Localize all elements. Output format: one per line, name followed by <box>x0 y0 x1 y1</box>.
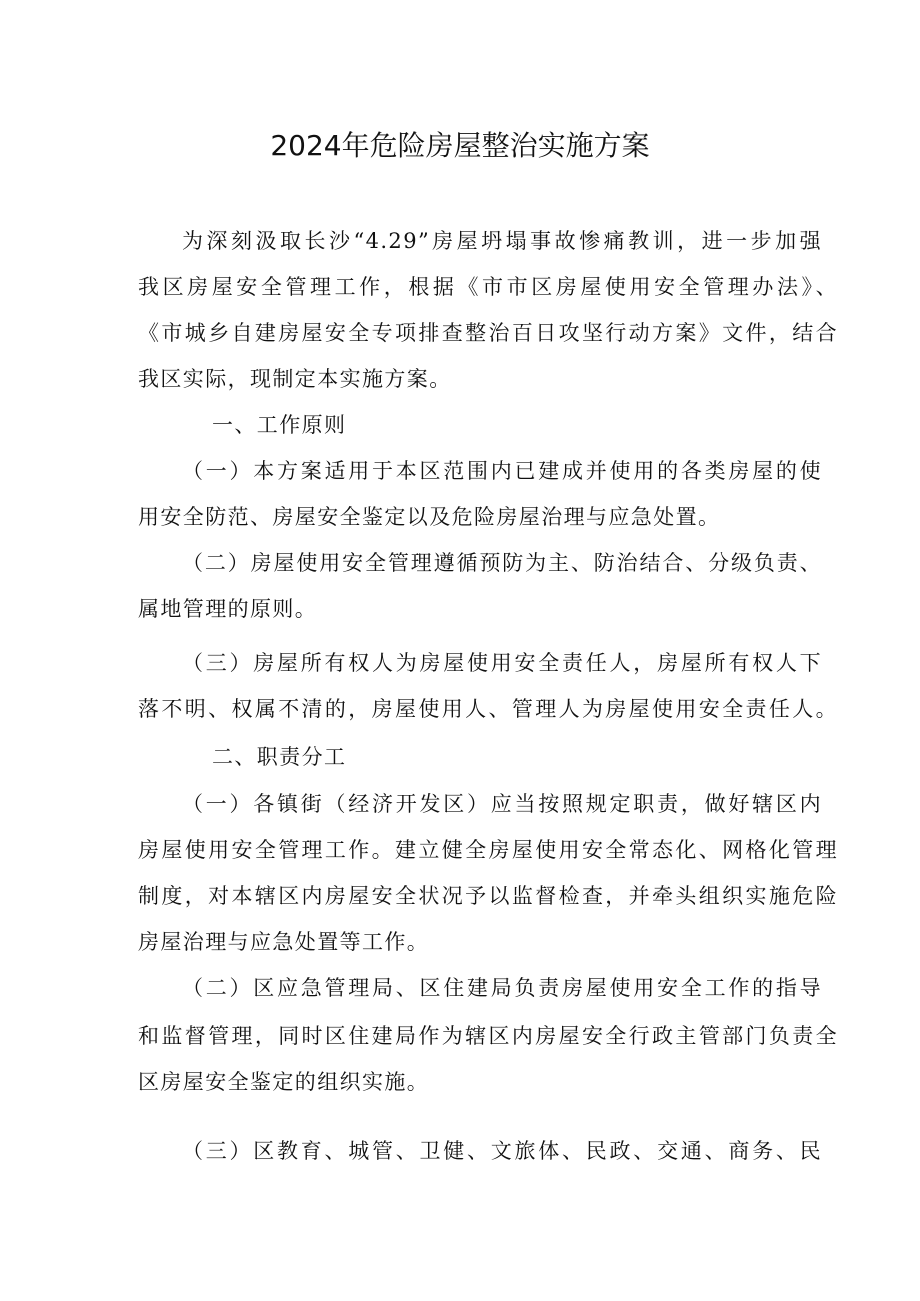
section-heading: 二、职责分工 <box>212 745 347 769</box>
paragraph-line: 房屋使用安全管理工作。建立健全房屋使用安全常态化、网格化管理 <box>138 838 838 862</box>
paragraph-line: 制度，对本辖区内房屋安全状况予以监督检查，并牵头组织实施危险 <box>138 884 838 908</box>
paragraph-line: （三）房屋所有权人为房屋使用安全责任人，房屋所有权人下 <box>182 651 822 675</box>
paragraph-line: 区房屋安全鉴定的组织实施。 <box>138 1070 430 1094</box>
paragraph-line: （二）房屋使用安全管理遵循预防为主、防治结合、分级负责、 <box>182 551 822 575</box>
paragraph-line: 属地管理的原则。 <box>138 597 318 621</box>
section-heading: 一、工作原则 <box>212 413 347 437</box>
paragraph-line: （一）本方案适用于本区范围内已建成并使用的各类房屋的使 <box>182 459 822 483</box>
paragraph-line: 为深刻汲取长沙“4.29”房屋坍塌事故惨痛教训，进一步加强 <box>182 229 822 253</box>
paragraph-line: 和监督管理，同时区住建局作为辖区内房屋安全行政主管部门负责全 <box>138 1024 838 1048</box>
document-title: 2024年危险房屋整治实施方案 <box>270 129 650 162</box>
paragraph-line: 我区实际，现制定本实施方案。 <box>138 367 452 391</box>
paragraph-line: （三）区教育、城管、卫健、文旅体、民政、交通、商务、民 <box>182 1139 822 1163</box>
paragraph-line: 我区房屋安全管理工作，根据《市市区房屋使用安全管理办法》、 <box>138 275 838 299</box>
paragraph-line: （二）区应急管理局、区住建局负责房屋使用安全工作的指导 <box>182 976 822 1000</box>
paragraph-line: 《市城乡自建房屋安全专项排查整治百日攻坚行动方案》文件，结合 <box>138 321 838 345</box>
paragraph-line: （一）各镇街（经济开发区）应当按照规定职责，做好辖区内 <box>182 792 822 816</box>
paragraph-line: 落不明、权属不清的，房屋使用人、管理人为房屋使用安全责任人。 <box>138 697 838 721</box>
paragraph-line: 房屋治理与应急处置等工作。 <box>138 930 430 954</box>
paragraph-line: 用安全防范、房屋安全鉴定以及危险房屋治理与应急处置。 <box>138 505 721 529</box>
